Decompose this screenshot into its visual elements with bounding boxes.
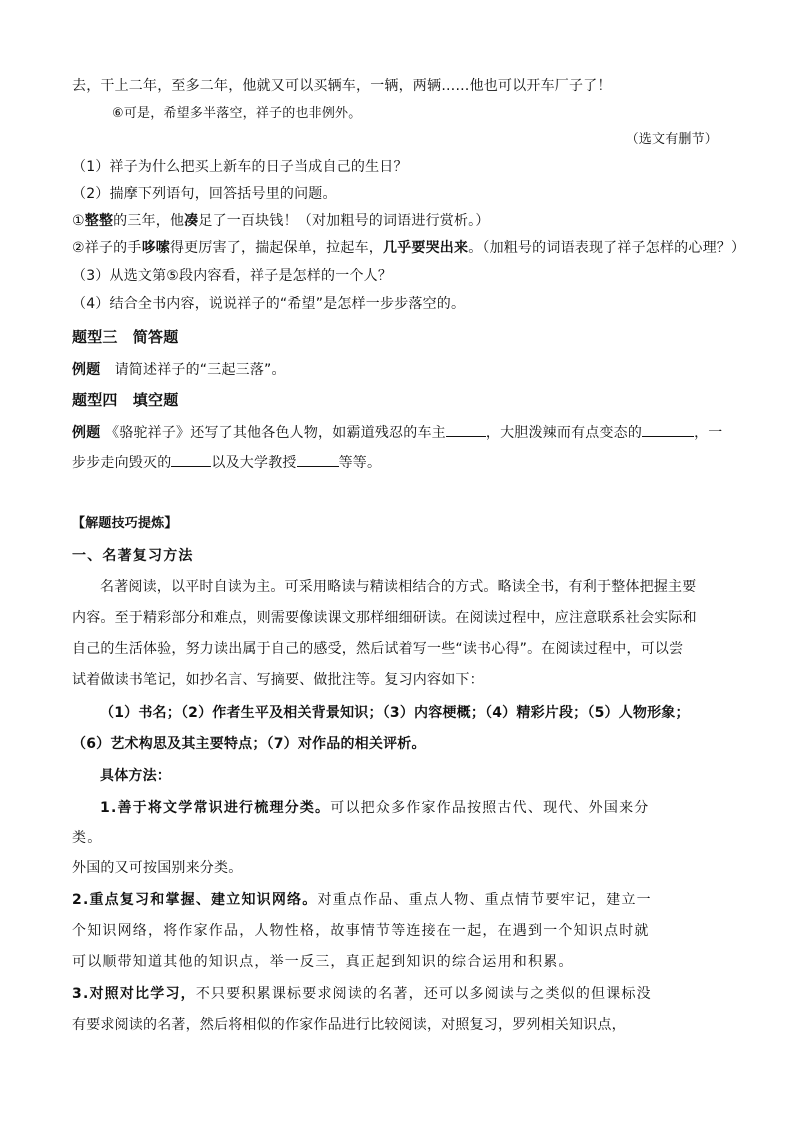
- fill-blank[interactable]: [642, 422, 694, 437]
- example-text: 步步走向毁灭的: [72, 455, 172, 471]
- method-2-line: 可以顺带知道其他的知识点，举一反三，真正起到知识的综合运用和积累。: [72, 954, 574, 970]
- type3-heading: 题型三 简答题: [72, 328, 179, 346]
- skills-title: 【解题技巧提炼】: [72, 516, 178, 531]
- example-text: 《骆驼祥子》还写了其他各色人物，如霸道残忍的车主: [105, 425, 446, 441]
- example-label: 例题: [72, 425, 101, 441]
- type4-example-line1: [72, 422, 728, 443]
- question-4: （4）结合全书内容，说说祥子的“希望”是怎样一步步落空的。: [72, 296, 466, 312]
- method-1-cont: 类。: [72, 830, 103, 846]
- bold-word: 凑: [184, 213, 199, 229]
- question-text: 的三年，他: [113, 213, 185, 229]
- example-text: ，一: [694, 425, 723, 441]
- method-title: 1.善于将文学常识进行梳理分类。: [100, 800, 331, 816]
- paragraph-line: 自己的生活体验，努力读出属于自己的感受，然后试着写一些“读书心得”。在阅读过程中，可以尝: [72, 641, 684, 657]
- fill-blank[interactable]: [446, 422, 486, 437]
- question-2b: [72, 238, 746, 258]
- review-contents: （1）书名；（2）作者生平及相关背景知识；（3）内容梗概；（4）精彩片段；（5）人物形象；: [100, 705, 690, 721]
- type4-heading: 题型四 填空题: [72, 391, 179, 409]
- circle-number: ②: [72, 240, 85, 256]
- example-text: 以及大学教授: [211, 455, 297, 471]
- review-contents: （6）艺术构思及其主要特点；（7）对作品的相关评析。: [72, 736, 426, 752]
- paragraph-line: 内容。至于精彩部分和难点，则需要像读课文那样细细研读。在阅读过程中，应注意联系社会实际和: [72, 610, 697, 626]
- question-2: （2）揣摩下列语句，回答括号里的问题。: [72, 186, 337, 202]
- method-2-line: 个知识网络，将作家作品，人物性格，故事情节等连接在一起，在遇到一个知识点时就: [72, 923, 650, 939]
- method-text: 不只要积累课标要求阅读的名著，还可以多阅读与之类似的但课标没: [195, 986, 652, 1002]
- example-text: ，大胆泼辣而有点变态的: [485, 425, 643, 441]
- paragraph-line: 名著阅读，以平时自读为主。可采用略读与精读相结合的方式。略读全书，有利于整体把握主要: [100, 579, 697, 595]
- method-1-extra: 外国的又可按国别来分类。: [72, 860, 243, 876]
- paragraph-line: 试着做读书笔记，如抄名言、写摘要、做批注等。复习内容如下：: [72, 672, 484, 688]
- example-text: 请简述祥子的“三起三落”。: [100, 362, 286, 378]
- bold-word: 几乎要哭出来: [382, 240, 469, 256]
- method-3-cont: 有要求阅读的名著，然后将相似的作家作品进行比较阅读，对照复习，罗列相关知识点，: [72, 1017, 626, 1033]
- type4-example-line2: [72, 452, 728, 473]
- passage-paragraph-6: ⑥可是，希望多半落空，祥子的也非例外。: [112, 106, 362, 121]
- passage-line: 去，干上二年，至多二年，他就又可以买辆车，一辆，两辆……他也可以开车厂子了！: [72, 78, 612, 94]
- section-heading: 一、名著复习方法: [72, 548, 194, 564]
- example-text: 等等。: [338, 455, 382, 471]
- circle-number: ①: [72, 213, 85, 229]
- question-text: 祥子的手: [84, 240, 142, 256]
- method-text: 对重点作品、重点人物、重点情节要牢记，建立一: [317, 892, 652, 908]
- question-1: （1）祥子为什么把买上新车的日子当成自己的生日？: [72, 159, 408, 175]
- bold-word: 整整: [84, 213, 114, 229]
- fill-blank[interactable]: [297, 452, 339, 467]
- method-1: [100, 798, 756, 818]
- type3-example: [72, 360, 728, 380]
- method-3: [72, 984, 728, 1004]
- methods-label: 具体方法：: [100, 768, 171, 784]
- source-note: （选文有删节）: [625, 132, 718, 147]
- question-3: （3）从选文第⑤段内容看，祥子是怎样的一个人？: [72, 268, 393, 284]
- method-text: 可以把众多作家作品按照古代、现代、外国来分: [330, 800, 650, 816]
- question-text: 足了一百块钱！（对加粗号的词语进行赏析。）: [198, 213, 490, 229]
- example-label: 例题: [72, 362, 101, 378]
- bold-word: 哆嗦: [141, 240, 170, 256]
- method-title: 2.重点复习和掌握、建立知识网络。: [72, 892, 318, 908]
- fill-blank[interactable]: [171, 452, 211, 467]
- question-text: 。（加粗号的词语表现了祥子怎样的心理？）: [468, 240, 746, 256]
- question-text: 得更厉害了，揣起保单，拉起车，: [169, 240, 383, 256]
- question-2a: [72, 211, 728, 231]
- method-title: 3.对照对比学习，: [72, 986, 196, 1002]
- method-2: [72, 890, 728, 910]
